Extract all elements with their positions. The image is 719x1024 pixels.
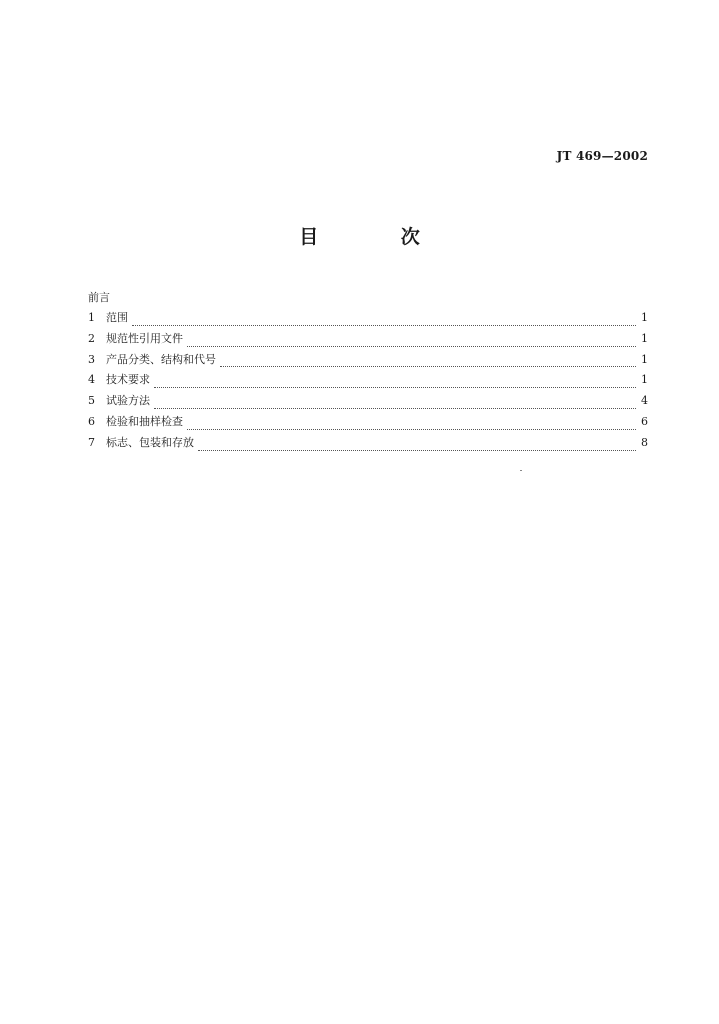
- toc-entry-number: 3: [88, 352, 95, 366]
- toc-entry-page: 8: [641, 435, 648, 449]
- toc-entry-title: 范围: [106, 311, 128, 324]
- toc-entry-page: 1: [641, 311, 648, 324]
- toc-entry-2: [88, 329, 648, 350]
- toc-leader-dots: [198, 450, 636, 451]
- table-of-contents: [88, 288, 648, 454]
- toc-entry-1: [88, 308, 648, 329]
- toc-entry-5: [88, 391, 648, 412]
- scan-speck: [520, 470, 522, 471]
- toc-entry-page: 4: [641, 394, 648, 408]
- toc-entry-7: [88, 433, 648, 454]
- toc-entry-title: 试验方法: [106, 394, 150, 408]
- toc-entry-number: 6: [88, 414, 95, 428]
- toc-leader-dots: [132, 325, 636, 326]
- toc-entry-page: 1: [641, 331, 648, 345]
- toc-leader-dots: [220, 366, 636, 367]
- standard-code: JT 469—2002: [556, 149, 648, 163]
- toc-leader-dots: [187, 346, 636, 347]
- toc-entry-number: 2: [88, 331, 95, 345]
- toc-leader-dots: [154, 387, 636, 388]
- toc-entry-number: 1: [88, 311, 95, 324]
- toc-entry-4: [88, 370, 648, 391]
- toc-entry-title: 技术要求: [106, 373, 150, 387]
- toc-entry-number: 7: [88, 435, 95, 449]
- toc-entry-page: 1: [641, 373, 648, 387]
- toc-entry-title: 产品分类、结构和代号: [106, 352, 216, 366]
- toc-leader-dots: [154, 408, 636, 409]
- toc-entry-number: 5: [88, 394, 95, 408]
- page-title: 目 次: [299, 226, 458, 248]
- toc-leader-dots: [187, 429, 636, 430]
- toc-entry-title: 标志、包装和存放: [106, 435, 194, 449]
- toc-entry-title: 规范性引用文件: [106, 331, 183, 345]
- toc-entry-title: 检验和抽样检查: [106, 414, 183, 428]
- toc-preface: 前言: [88, 291, 110, 304]
- toc-entry-3: [88, 350, 648, 371]
- toc-entry-6: [88, 412, 648, 433]
- toc-entry-number: 4: [88, 373, 95, 387]
- toc-entry-page: 1: [641, 352, 648, 366]
- toc-entry-page: 6: [641, 414, 648, 428]
